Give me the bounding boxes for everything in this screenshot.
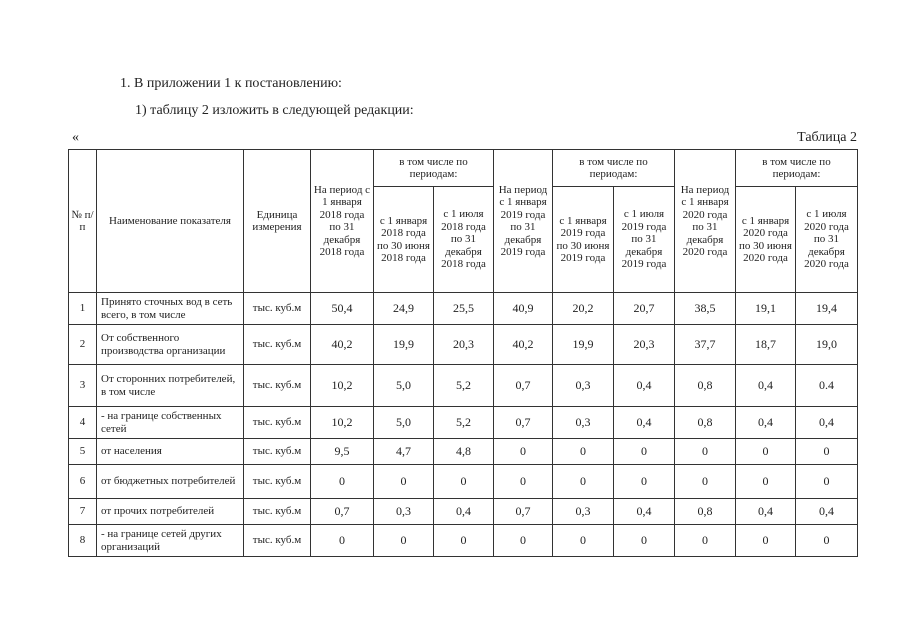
cell-value: 20,3: [434, 325, 494, 365]
cell-value: 0,8: [675, 365, 736, 407]
cell-value: 0,4: [614, 499, 675, 525]
header-h2-2020: с 1 июля 2020 года по 31 декабря 2020 года: [796, 187, 858, 293]
header-incl-2018: в том числе по периодам:: [374, 150, 494, 187]
cell-value: 5,2: [434, 365, 494, 407]
cell-value: 5,0: [374, 407, 434, 439]
cell-value: 0: [796, 465, 858, 499]
row-name: от населения: [97, 439, 244, 465]
cell-value: 0,4: [736, 407, 796, 439]
cell-value: 18,7: [736, 325, 796, 365]
row-name: от прочих потребителей: [97, 499, 244, 525]
header-h2-2018: с 1 июля 2018 года по 31 декабря 2018 года: [434, 187, 494, 293]
cell-value: 0,3: [374, 499, 434, 525]
cell-value: 0: [736, 465, 796, 499]
cell-value: 0,4: [736, 499, 796, 525]
cell-value: 5,0: [374, 365, 434, 407]
cell-value: 0,3: [553, 407, 614, 439]
cell-value: 0: [796, 525, 858, 557]
cell-value: 0,7: [311, 499, 374, 525]
row-num: 3: [69, 365, 97, 407]
row-num: 1: [69, 293, 97, 325]
cell-value: 37,7: [675, 325, 736, 365]
cell-value: 40,2: [311, 325, 374, 365]
cell-value: 20,2: [553, 293, 614, 325]
table-row: [69, 325, 858, 365]
cell-value: 24,9: [374, 293, 434, 325]
row-unit: тыс. куб.м: [244, 325, 311, 365]
cell-value: 9,5: [311, 439, 374, 465]
cell-value: 0,8: [675, 407, 736, 439]
cell-value: 0,4: [736, 365, 796, 407]
header-period-2018: На период с 1 января 2018 года по 31 декабря 2018 года: [311, 150, 374, 293]
cell-value: 0: [434, 525, 494, 557]
row-unit: тыс. куб.м: [244, 465, 311, 499]
cell-value: 25,5: [434, 293, 494, 325]
cell-value: 0: [675, 465, 736, 499]
header-period-2020: На период с 1 января 2020 года по 31 декабря 2020 года: [675, 150, 736, 293]
cell-value: 0: [553, 525, 614, 557]
cell-value: 50,4: [311, 293, 374, 325]
cell-value: 0: [311, 465, 374, 499]
table-row: [69, 525, 858, 557]
cell-value: 0,4: [796, 407, 858, 439]
table-row: [69, 293, 858, 325]
cell-value: 40,2: [494, 325, 553, 365]
cell-value: 10,2: [311, 365, 374, 407]
table-row: [69, 407, 858, 439]
row-name: - на границе сетей других организаций: [97, 525, 244, 557]
paragraph-item-1: 1. В приложении 1 к постановлению:: [120, 76, 342, 91]
cell-value: 0: [675, 525, 736, 557]
cell-value: 0,3: [553, 499, 614, 525]
row-unit: тыс. куб.м: [244, 293, 311, 325]
cell-value: 19,4: [796, 293, 858, 325]
cell-value: 0,4: [796, 499, 858, 525]
row-name: От собственного производства организации: [97, 325, 244, 365]
cell-value: 0: [434, 465, 494, 499]
cell-value: 4,7: [374, 439, 434, 465]
row-num: 4: [69, 407, 97, 439]
header-incl-2019: в том числе по периодам:: [553, 150, 675, 187]
cell-value: 0: [494, 439, 553, 465]
row-unit: тыс. куб.м: [244, 525, 311, 557]
cell-value: 0,4: [434, 499, 494, 525]
cell-value: 0: [494, 465, 553, 499]
row-name: от бюджетных потребителей: [97, 465, 244, 499]
row-num: 5: [69, 439, 97, 465]
header-incl-2020: в том числе по периодам:: [736, 150, 858, 187]
row-num: 6: [69, 465, 97, 499]
cell-value: 0,8: [675, 499, 736, 525]
header-h2-2019: с 1 июля 2019 года по 31 декабря 2019 года: [614, 187, 675, 293]
cell-value: 0: [736, 525, 796, 557]
cell-value: 0,4: [614, 365, 675, 407]
header-h1-2020: с 1 января 2020 года по 30 июня 2020 года: [736, 187, 796, 293]
cell-value: 0: [374, 465, 434, 499]
cell-value: 0,7: [494, 407, 553, 439]
header-h1-2019: с 1 января 2019 года по 30 июня 2019 года: [553, 187, 614, 293]
cell-value: 0.4: [796, 365, 858, 407]
data-table: [68, 149, 858, 557]
cell-value: 19,9: [374, 325, 434, 365]
cell-value: 0: [614, 525, 675, 557]
row-name: От сторонних потребителей, в том числе: [97, 365, 244, 407]
cell-value: 0,7: [494, 365, 553, 407]
cell-value: 0: [675, 439, 736, 465]
opening-quote: «: [72, 130, 79, 145]
cell-value: 40,9: [494, 293, 553, 325]
header-num: № п/п: [69, 150, 97, 293]
paragraph-subitem-1: 1) таблицу 2 изложить в следующей редакции:: [135, 103, 414, 118]
row-unit: тыс. куб.м: [244, 439, 311, 465]
cell-value: 19,1: [736, 293, 796, 325]
row-num: 2: [69, 325, 97, 365]
row-num: 8: [69, 525, 97, 557]
cell-value: 0: [736, 439, 796, 465]
header-period-2019: На период с 1 января 2019 года по 31 декабря 2019 года: [494, 150, 553, 293]
table-body: [69, 293, 858, 557]
cell-value: 20,3: [614, 325, 675, 365]
table-caption: Таблица 2: [797, 130, 857, 145]
cell-value: 0: [311, 525, 374, 557]
cell-value: 0: [494, 525, 553, 557]
header-unit: Единица измерения: [244, 150, 311, 293]
cell-value: 0: [614, 465, 675, 499]
table-row: [69, 465, 858, 499]
header-name: Наименование показателя: [97, 150, 244, 293]
row-unit: тыс. куб.м: [244, 499, 311, 525]
cell-value: 19,9: [553, 325, 614, 365]
table-row: [69, 499, 858, 525]
cell-value: 4,8: [434, 439, 494, 465]
cell-value: 38,5: [675, 293, 736, 325]
table-row: [69, 439, 858, 465]
cell-value: 20,7: [614, 293, 675, 325]
row-name: - на границе собственных сетей: [97, 407, 244, 439]
cell-value: 0,7: [494, 499, 553, 525]
row-unit: тыс. куб.м: [244, 365, 311, 407]
cell-value: 0: [553, 439, 614, 465]
cell-value: 0: [553, 465, 614, 499]
cell-value: 0: [374, 525, 434, 557]
row-name: Принято сточных вод в сеть всего, в том числе: [97, 293, 244, 325]
table-row: [69, 365, 858, 407]
cell-value: 0: [796, 439, 858, 465]
row-num: 7: [69, 499, 97, 525]
cell-value: 0: [614, 439, 675, 465]
cell-value: 5,2: [434, 407, 494, 439]
header-h1-2018: с 1 января 2018 года по 30 июня 2018 года: [374, 187, 434, 293]
cell-value: 19,0: [796, 325, 858, 365]
cell-value: 0,3: [553, 365, 614, 407]
cell-value: 10,2: [311, 407, 374, 439]
cell-value: 0,4: [614, 407, 675, 439]
row-unit: тыс. куб.м: [244, 407, 311, 439]
